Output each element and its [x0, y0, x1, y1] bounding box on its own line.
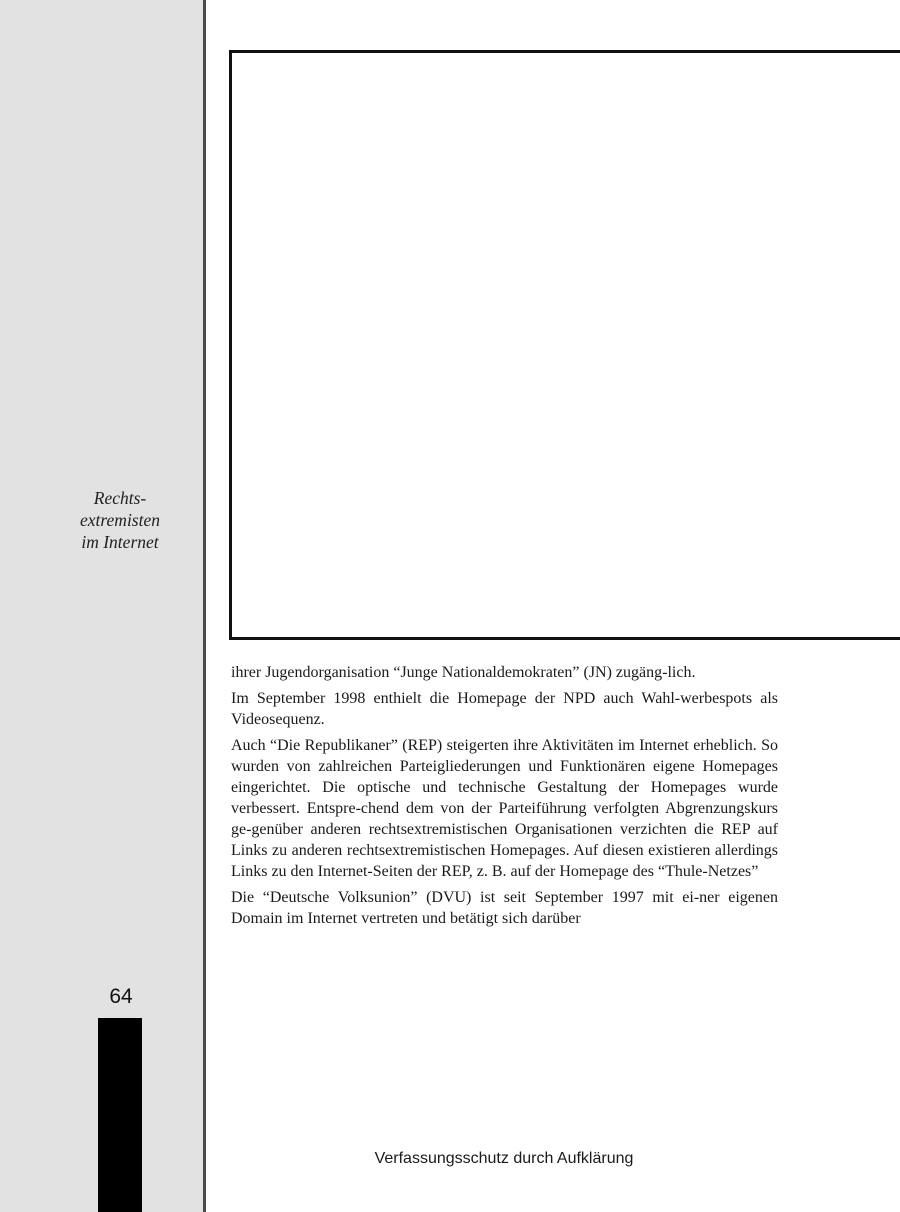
page-footer: Verfassungsschutz durch Aufklärung [374, 1150, 634, 1167]
page-number: 64 [109, 985, 133, 1008]
body-text [231, 662, 778, 934]
margin-note-line: Rechts- [93, 488, 147, 508]
margin-note [40, 487, 200, 553]
image-placeholder-frame [229, 50, 900, 640]
sidebar-divider [203, 0, 206, 1212]
paragraph: Auch “Die Republikaner” (REP) steigerten ihre Aktivitäten im Internet erheblich. So wurden von zahlreichen Parteigliederungen und Funktionären eigene Homepages eingerichtet. Die optische und technische Gestaltung der Homepages wurde verbessert. Entspre-chend dem von der Parteiführung verfolgten Abgrenzungskurs ge-genüber anderen rechtsextremistischen Organisationen verzichten die REP auf Links zu anderen rechtsextremistischen Homepages. Auf diesen existieren allerdings Links zu den Internet-Seiten der REP, z. B. auf der Homepage des “Thule-Netzes” [231, 737, 778, 880]
paragraph: ihrer Jugendorganisation “Junge Nationaldemokraten” (JN) zugäng-lich. [231, 664, 696, 681]
margin-note-line: im Internet [81, 532, 159, 552]
paragraph: Im September 1998 enthielt die Homepage der NPD auch Wahl-werbespots als Videosequenz. [231, 690, 778, 728]
paragraph: Die “Deutsche Volksunion” (DVU) ist seit September 1997 mit ei-ner eigenen Domain im Internet vertreten und betätigt sich darüber [231, 889, 778, 927]
thumb-index-bar [98, 1018, 142, 1212]
margin-note-line: extremisten [79, 510, 160, 530]
